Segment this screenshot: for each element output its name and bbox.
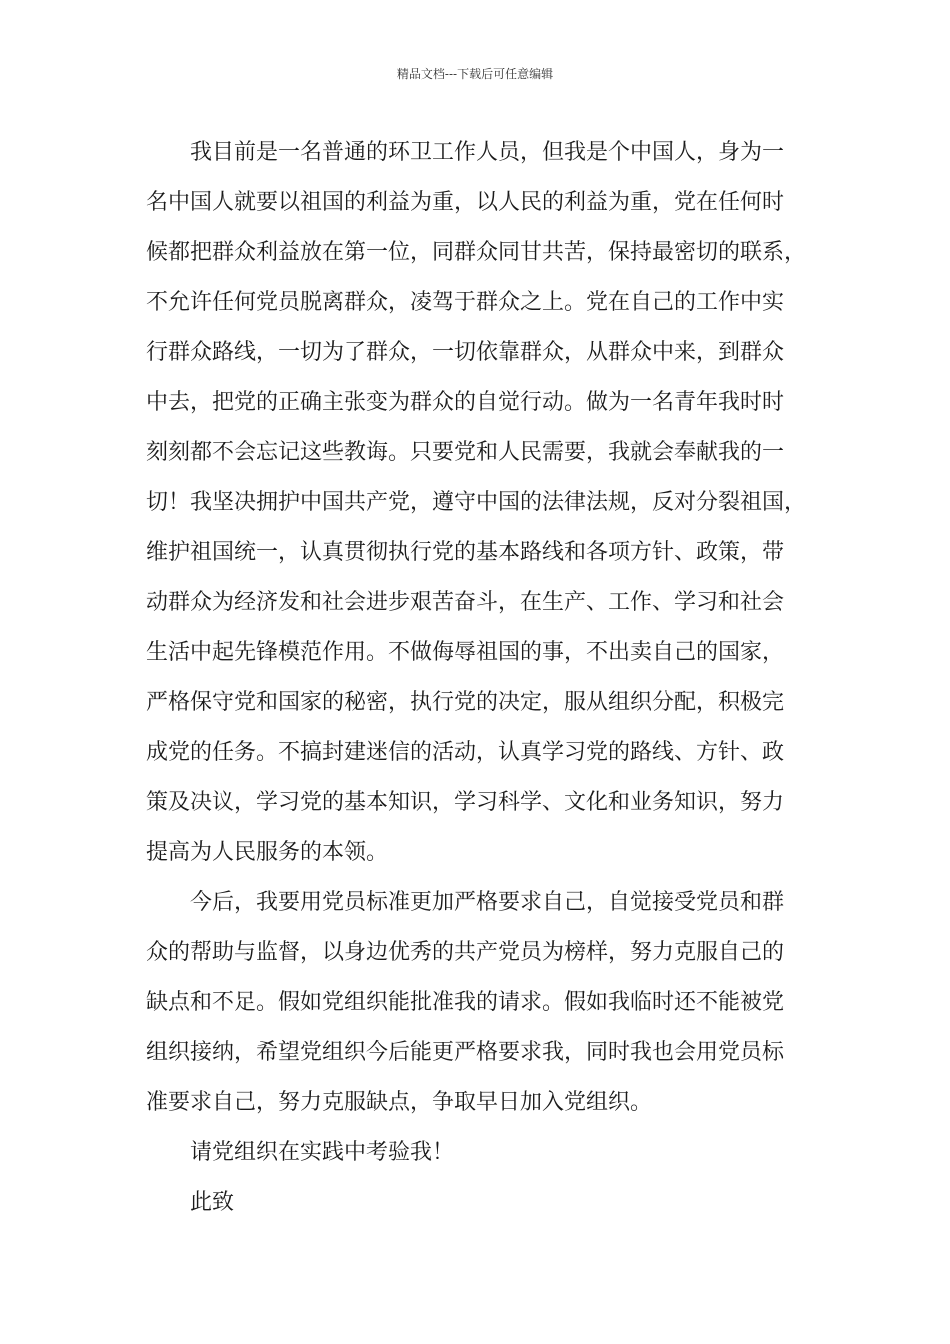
- paragraph-line: 我目前是一名普通的环卫工作人员，但我是个中国人，身为一: [190, 140, 785, 165]
- paragraph-line: 今后，我要用党员标准更加严格要求自己，自觉接受党员和群: [190, 890, 785, 915]
- closing-request: 请党组织在实践中考验我！: [190, 1140, 455, 1165]
- paragraph-line: 候都把群众利益放在第一位，同群众同甘共苦，保持最密切的联系，: [146, 240, 807, 265]
- page-header: 精品文档---下载后可任意编辑: [396, 67, 554, 81]
- paragraph-line: 不允许任何党员脱离群众，凌驾于群众之上。党在自己的工作中实: [146, 290, 785, 315]
- paragraph-line: 维护祖国统一，认真贯彻执行党的基本路线和各项方针、政策，带: [146, 540, 785, 565]
- paragraph-line: 准要求自己，努力克服缺点，争取早日加入党组织。: [146, 1090, 653, 1115]
- paragraph-line: 行群众路线，一切为了群众，一切依靠群众，从群众中来，到群众: [146, 340, 785, 365]
- paragraph-line: 成党的任务。不搞封建迷信的活动，认真学习党的路线、方针、政: [146, 740, 785, 765]
- paragraph-line: 名中国人就要以祖国的利益为重，以人民的利益为重，党在任何时: [146, 190, 785, 215]
- paragraph-line: 切！我坚决拥护中国共产党，遵守中国的法律法规，反对分裂祖国，: [146, 490, 807, 515]
- paragraph-line: 刻刻都不会忘记这些教诲。只要党和人民需要，我就会奉献我的一: [146, 440, 785, 465]
- paragraph-line: 中去，把党的正确主张变为群众的自觉行动。做为一名青年我时时: [146, 390, 785, 415]
- salutation: 此致: [190, 1190, 235, 1215]
- document-body: [146, 128, 826, 1228]
- paragraph-line: 严格保守党和国家的秘密，执行党的决定，服从组织分配，积极完: [146, 690, 785, 715]
- paragraph-line: 众的帮助与监督，以身边优秀的共产党员为榜样，努力克服自己的: [146, 940, 785, 965]
- paragraph-line: 生活中起先锋模范作用。不做侮辱祖国的事，不出卖自己的国家，: [146, 640, 785, 665]
- paragraph-line: 动群众为经济发和社会进步艰苦奋斗，在生产、工作、学习和社会: [146, 590, 785, 615]
- paragraph-line: 缺点和不足。假如党组织能批准我的请求。假如我临时还不能被党: [146, 990, 785, 1015]
- paragraph-line: 提高为人民服务的本领。: [146, 840, 389, 865]
- paragraph-line: 策及决议，学习党的基本知识，学习科学、文化和业务知识，努力: [146, 790, 785, 815]
- paragraph-line: 组织接纳，希望党组织今后能更严格要求我，同时我也会用党员标: [146, 1040, 785, 1065]
